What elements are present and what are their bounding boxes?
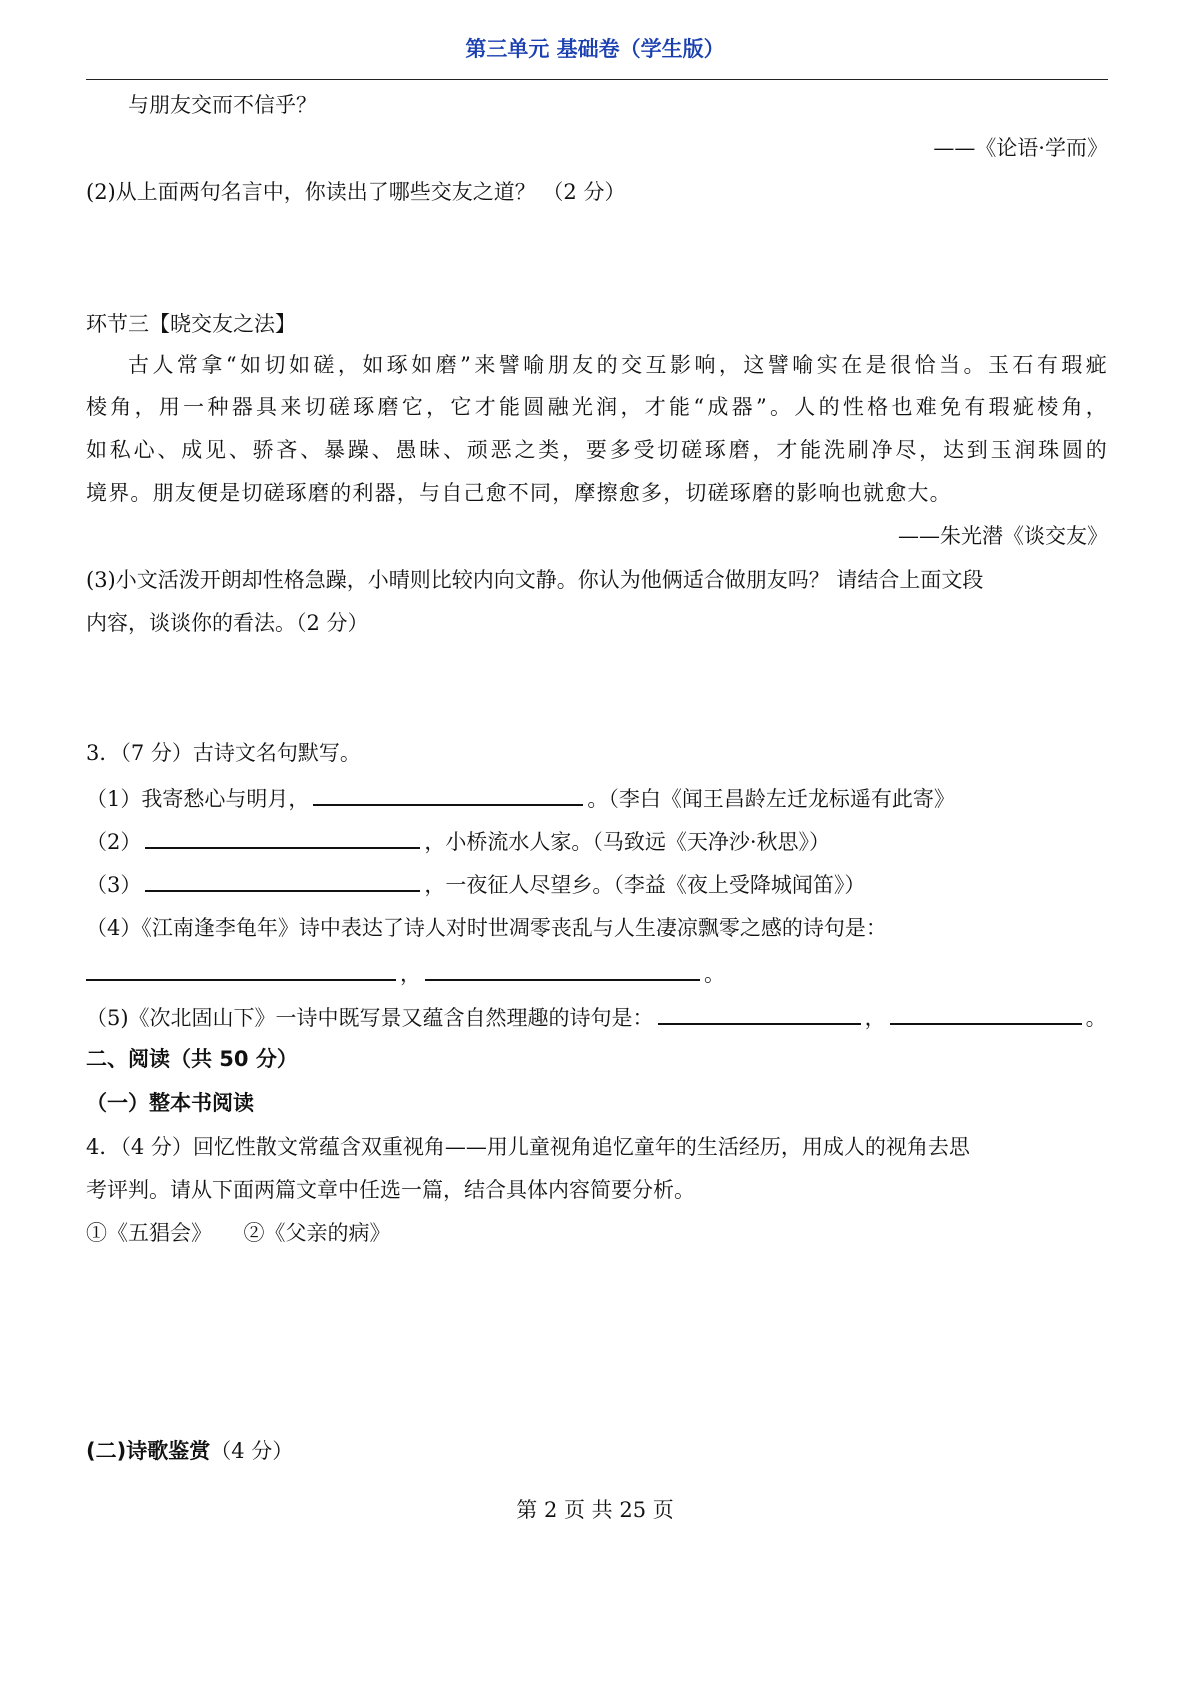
quote-analects-source: ——《论语·学而》 (933, 136, 1108, 160)
section-2-sub-1: （一）整本书阅读 (86, 1091, 254, 1115)
passage-line-3: 如私心、成见、骄吝、暴躁、愚昧、顽恶之类，要多受切磋琢磨，才能洗刷净尽，达到玉润珠圆的 (86, 438, 1108, 462)
section-2-sub-2-title: (二)诗歌鉴赏 (86, 1439, 211, 1463)
section-2-title: 二、阅读（共 50 分） (86, 1047, 298, 1071)
question-4-line-2: 考评判。请从下面两篇文章中任选一篇，结合具体内容简要分析。 (86, 1178, 695, 1202)
answer-blank-5b[interactable] (890, 1001, 1082, 1025)
question-3-item-4-answers (86, 957, 1108, 989)
item-2-suffix: ，小桥流水人家。（马致远《天净沙·秋思》） (424, 830, 831, 854)
page-header-title: 第三单元 基础卷（学生版） (465, 37, 725, 61)
question-4-line-1: 4．（4 分）回忆性散文常蕴含双重视角——用儿童视角追忆童年的生活经历，用成人的视角去思 (86, 1135, 970, 1159)
question-3-item-3 (86, 868, 1108, 900)
item-5-prefix: （5)《次北固山下》一诗中既写景又蕴含自然理趣的诗句是： (86, 1006, 654, 1030)
answer-blank-4a[interactable] (86, 957, 396, 981)
question-3-item-4: （4）《江南逢李龟年》诗中表达了诗人对时世凋零丧乱与人生凄凉飘零之感的诗句是： (86, 916, 887, 940)
question-3-title: 3．（7 分）古诗文名句默写。 (86, 741, 361, 765)
answer-blank-3[interactable] (145, 868, 420, 892)
quote-analects-line: 与朋友交而不信乎？ (128, 93, 317, 117)
answer-blank-2[interactable] (145, 825, 420, 849)
answer-blank-5a[interactable] (658, 1001, 861, 1025)
answer-blank-4b[interactable] (425, 957, 700, 981)
item-3-suffix: ，一夜征人尽望乡。（李益《夜上受降城闻笛》） (424, 873, 866, 897)
passage-line-2: 棱角，用一种器具来切磋琢磨它，它才能圆融光润，才能“成器”。人的性格也难免有瑕疵棱角， (86, 395, 1108, 419)
question-4-options: ①《五猖会》 ②《父亲的病》 (86, 1221, 391, 1245)
section-2-sub-2 (86, 1436, 1108, 1466)
passage-source: ——朱光潜《谈交友》 (898, 524, 1108, 548)
item-3-prefix: （3） (86, 873, 142, 897)
item-1-prefix: （1）我寄愁心与明月， (86, 787, 310, 811)
item-4-separator: ， (400, 962, 421, 986)
passage-line-1: 古人常拿“如切如磋，如琢如磨”来譬喻朋友的交互影响，这譬喻实在是很恰当。玉石有瑕疵 (128, 353, 1108, 377)
answer-blank-1[interactable] (313, 782, 583, 806)
passage-line-4: 境界。朋友便是切磋琢磨的利器，与自己愈不同，摩擦愈多，切磋琢磨的影响也就愈大。 (86, 481, 952, 505)
section-2-sub-2-score: （4 分） (210, 1439, 294, 1463)
page-footer: 第 2 页 共 25 页 (516, 1498, 674, 1522)
question-3-item-1 (86, 782, 1108, 814)
question-2-3-line-1: (3)小文活泼开朗却性格急躁，小晴则比较内向文静。你认为他俩适合做朋友吗？ 请结合上面文段 (86, 568, 984, 592)
item-5-end: 。 (1085, 1006, 1107, 1030)
item-2-prefix: （2） (86, 830, 142, 854)
question-3-item-5 (86, 1001, 1108, 1033)
item-5-separator: ， (864, 1006, 886, 1030)
question-3-item-2 (86, 825, 1108, 857)
question-2-3-line-2: 内容，谈谈你的看法。（2 分） (86, 611, 369, 635)
header-divider (86, 79, 1108, 80)
item-1-suffix: 。（李白《闻王昌龄左迁龙标遥有此寄》 (587, 787, 955, 811)
item-4-end: 。 (704, 962, 725, 986)
question-2-2: (2)从上面两句名言中，你读出了哪些交友之道？ （2 分） (86, 180, 626, 204)
section-3-title: 环节三【晓交友之法】 (86, 312, 296, 336)
